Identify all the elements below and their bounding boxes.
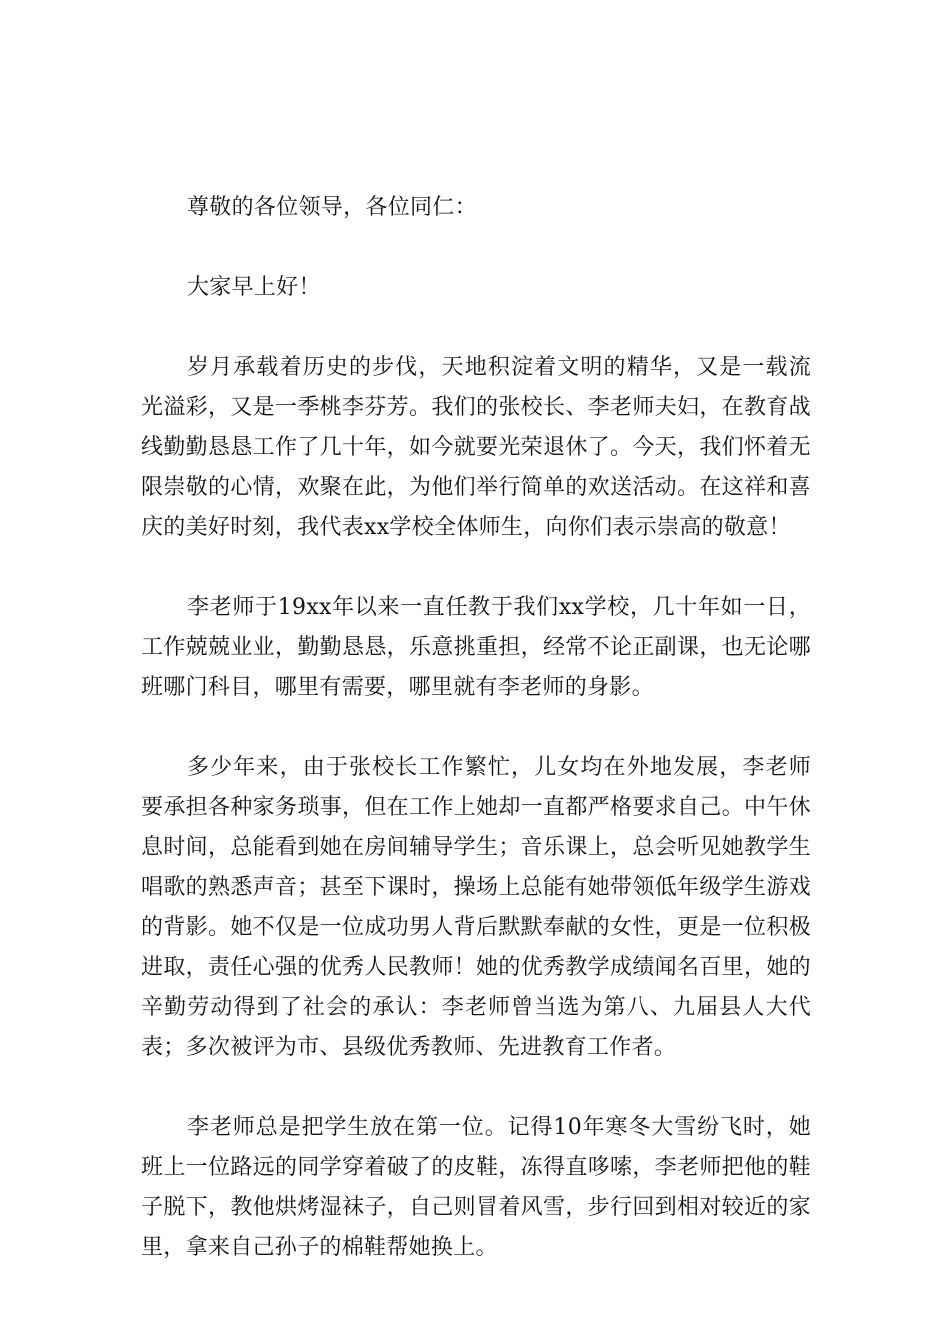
paragraph-dedication: 多少年来，由于张校长工作繁忙，儿女均在外地发展，李老师要承担各种家务琐事，但在工作上她却一直都严格要求自己。中午休息时间，总能看到她在房间辅导学生；音乐课上，总会听见她教学生唱歌的熟悉声音；甚至下课时，操场上总能有她带领低年级学生游戏的背影。她不仅是一位成功男人背后默默奉献的女性，更是一位积极进取，责任心强的优秀人民教师！她的优秀教学成绩闻名百里，她的辛勤劳动得到了社会的承认：李老师曾当选为第八、九届县人大代表；多次被评为市、县级优秀教师、先进教育工作者。: [141, 755, 811, 1060]
salutation: 尊敬的各位领导，各位同仁：: [187, 195, 477, 220]
paragraph-student-story: 李老师总是把学生放在第一位。记得10年寒冬大雪纷飞时，她班上一位路远的同学穿着破了的皮鞋，冻得直哆嗦，李老师把他的鞋子脱下，教他烘烤湿袜子，自己则冒着风雪，步行回到相对较近的家里，拿来自己孙子的棉鞋帮她换上。: [141, 1115, 811, 1260]
paragraph-intro: 岁月承载着历史的步伐，天地积淀着文明的精华，又是一载流光溢彩，又是一季桃李芬芳。我们的张校长、李老师夫妇，在教育战线勤勤恳恳工作了几十年，如今就要光荣退休了。今天，我们怀着无限崇敬的心情，欢聚在此，为他们举行简单的欢送活动。在这祥和喜庆的美好时刻，我代表xx学校全体师生，向你们表示崇高的敬意！: [141, 355, 811, 540]
greeting: 大家早上好！: [187, 275, 321, 300]
paragraph-career: 李老师于19xx年以来一直任教于我们xx学校，几十年如一日，工作兢兢业业，勤勤恳恳，乐意挑重担，经常不论正副课，也无论哪班哪门科目，哪里有需要，哪里就有李老师的身影。: [141, 595, 811, 700]
speech-body: [141, 188, 811, 1268]
